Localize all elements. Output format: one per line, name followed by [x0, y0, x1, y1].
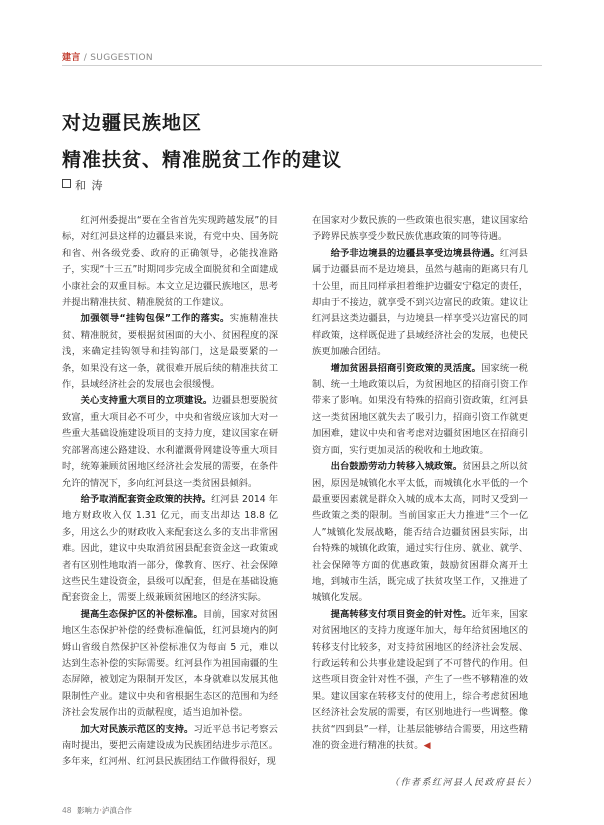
body-paragraph [312, 246, 528, 361]
body-paragraph [312, 607, 528, 755]
paragraph-lead: 加大对民族示范区的支持。 [80, 723, 194, 735]
paragraph-text: 近年来，国家对贫困地区的支持力度逐年加大，每年给贫困地区的转移支付比较多，对支持贫困地区的经济社会发展、行政运转和公共事业建设起到了不可替代的作用。但这些项目资金针对性不强，产生了一些不够精准的效果。建议国家在转移支付的使用上，综合考虑贫困地区经济社会发展的需要，有区别地进行一些调整。像扶贫“四到县”一样，让基层能够结合需要，用这些精准的资金进行精准的扶贫。 [312, 608, 528, 751]
paragraph-lead: 提高生态保护区的补偿标准。 [80, 608, 203, 620]
paragraph-text: 边疆县想要脱贫致富，重大项目必不可少，中央和省级应该加大对一些重大基础设施建设项目的支持力度，建议国家在研究部署高速公路建设、水利灌溉骨网建设等重大项目时，统筹兼顾贫困地区经济社会发展的需要，在条件允许的情况下，多向红河县这一类贫困县倾斜。 [62, 395, 278, 489]
paragraph-text: 国家统一税制、统一土地政策以后，为贫困地区的招商引资工作带来了影响。如果没有特殊的招商引资政策，红河县这一类贫困地区就失去了吸引力，招商引资工作就更加困难，建议中央和省考虑对边疆贫困地区在招商引资方面，实行更加灵活的税收和土地政策。 [312, 362, 528, 456]
author-name: 和 涛 [75, 179, 104, 192]
section-label-en: SUGGESTION [90, 53, 153, 63]
body-column-left [62, 213, 278, 771]
page-footer [62, 805, 132, 816]
article-title-line1: 对边疆民族地区 [62, 112, 203, 134]
body-paragraph [312, 213, 528, 246]
body-paragraph [62, 213, 278, 311]
paragraph-lead: 出台鼓励劳动力转移入城政策。 [330, 461, 463, 473]
paragraph-lead: 提高转移支付项目资金的针对性。 [330, 608, 472, 620]
section-separator: / [83, 53, 88, 63]
author-signature: （作者系红河县人民政府县长） [390, 778, 538, 788]
article-title-line2: 精准扶贫、精准脱贫工作的建议 [62, 149, 343, 171]
column-name: 泸滇合作 [101, 806, 132, 815]
body-paragraph [62, 607, 278, 722]
section-header [62, 50, 153, 63]
body-paragraph [62, 492, 278, 607]
body-paragraph [62, 722, 278, 771]
body-paragraph [62, 311, 278, 393]
paragraph-lead: 关心支持重大项目的立项建设。 [80, 395, 213, 407]
paragraph-lead: 加强领导“挂钩包保”工作的落实。 [80, 313, 230, 325]
paragraph-text: 习近平总书记考察云南时提出，要把云南建设成为民族团结进步示范区。多年来，红河州、红河县民族团结工作做得很好，现 [62, 723, 278, 768]
paragraph-text: 红河县 2014 年地方财政收入仅 1.31 亿元，而支出却达 18.8 亿多，用这么少的财政收入来配套这么多的支出非常困难。因此，建议中央取消贫困县配套资金这一政策或者有区别性地取消一部分，像教育、医疗、社会保障这些民生建设资金，县级可以配套，但是在基础设施配套资金上，需要上级兼顾贫困地区的经济实际。 [62, 493, 278, 604]
end-mark-icon: ◀ [423, 741, 431, 751]
body-paragraph [312, 361, 528, 459]
header-rule [62, 65, 542, 66]
body-column-right [312, 213, 528, 754]
paragraph-text: 贫困县之所以贫困，原因是城镇化水平太低，而城镇化水平低的一个最重要因素就是群众入城的成本太高，同时又受到一些政策之类的限制。当前国家正大力推进“三个一亿人”城镇化发展战略，能否结合边疆贫困县实际，出台特殊的城镇化政策，通过实行住房、就业、就学、社会保障等方面的优惠政策，鼓励贫困群众离开土地，到城市生活，既完成了扶贫攻坚工作，又推进了城镇化发展。 [312, 461, 528, 604]
paragraph-text: 红河县属于边疆县而不是边境县，虽然与越南的距离只有几十公里，而且同样承担着维护边疆安宁稳定的责任，却由于不接边，就享受不到兴边富民的政策。建议让红河县这类边疆县，与边境县一样享受兴边富民的同样政策，这样既促进了县域经济社会的发展，也使民族更加融合团结。 [312, 247, 528, 358]
footer-dot: · [99, 806, 102, 815]
paragraph-text: 实施精准扶贫、精准脱贫，要根据贫困面的大小、贫困程度的深浅，来确定挂钩领导和挂钩部门，这是最要紧的一条，如果没有这一条，就很难开展后续的精准扶贫工作，县域经济社会的发展也会很缓慢。 [62, 313, 278, 391]
author-box-icon [62, 179, 71, 188]
paragraph-text: 红河州委提出“要在全省首先实现跨越发展”的目标，对红河县这样的边疆县来说，有党中央、国务院和省、州各级党委、政府的正确领导，必能找准路子，实现“十三五”时期同步完成全面脱贫和全面建成小康社会的双重目标。本文立足边疆民族地区，思考并提出精准扶贫、精准脱贫的工作建议。 [62, 215, 278, 309]
section-label-cn: 建言 [62, 53, 81, 63]
author-byline [62, 177, 104, 193]
body-paragraph [312, 459, 528, 607]
body-paragraph [62, 393, 278, 491]
paragraph-text: 目前，国家对贫困地区生态保护补偿的经费标准偏低，红河县境内的阿姆山省级自然保护区补偿标准仅为每亩 5 元，难以达到生态补偿的实际需要。红河县作为祖国南疆的生态屏障，被划定为限制开发区，本身就难以发展其他限制性产业。建议中央和省根据生态区的范围和为经济社会发展作出的贡献程度，适当追加补偿。 [62, 608, 278, 719]
paragraph-lead: 增加贫困县招商引资政策的灵活度。 [330, 362, 482, 374]
page-number: 48 [62, 806, 72, 815]
paragraph-lead: 给予非边境县的边疆县享受边境县待遇。 [330, 247, 500, 259]
paragraph-text: 在国家对少数民族的一些政策也很实惠，建议国家给予跨界民族享受少数民族优惠政策的同等待遇。 [312, 215, 528, 243]
magazine-name: 影响力 [76, 806, 100, 815]
paragraph-lead: 给予取消配套资金政策的扶持。 [80, 493, 212, 505]
